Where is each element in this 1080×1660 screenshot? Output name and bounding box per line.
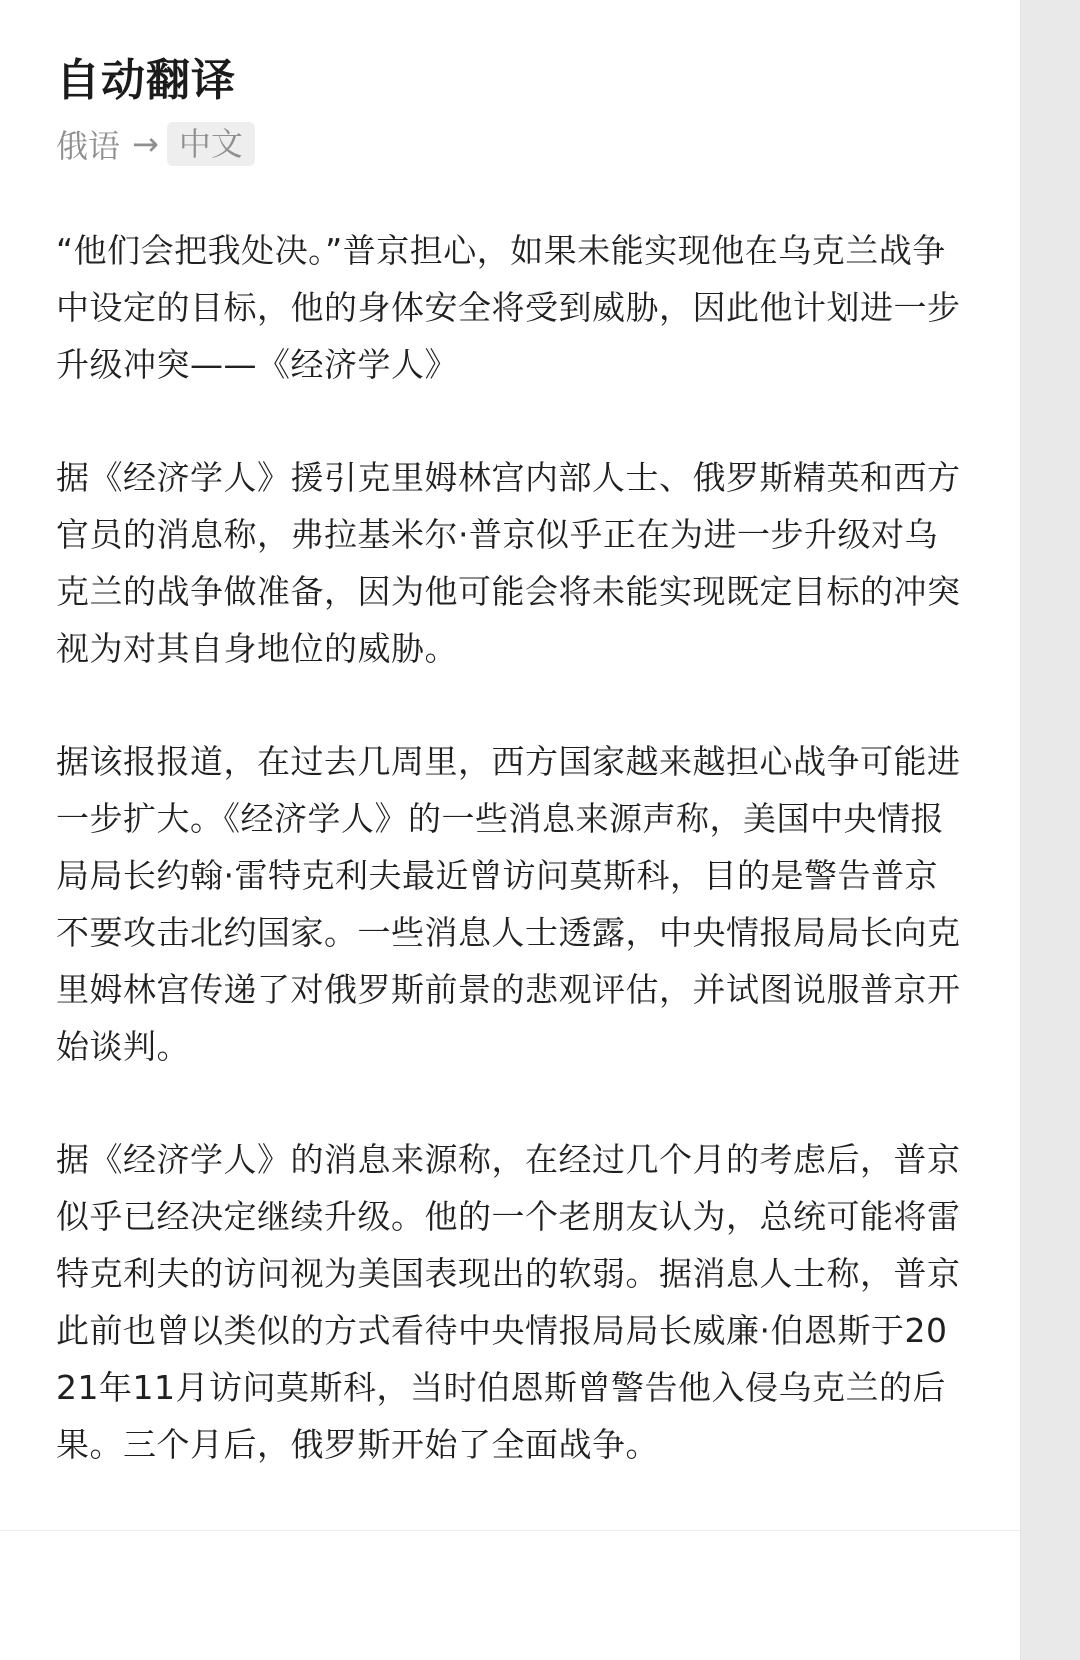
article-paragraph: “他们会把我处决。”普京担心，如果未能实现他在乌克兰战争中设定的目标，他的身体安全将受到威胁，因此他计划进一步升级冲突——《经济学人》 [56, 231, 961, 384]
page-title: 自动翻译 [56, 55, 236, 106]
divider [0, 1530, 1020, 1531]
language-pair [56, 122, 966, 166]
translated-article [56, 222, 966, 1529]
arrow-right-icon: → [132, 125, 159, 163]
source-language[interactable]: 俄语 [56, 127, 121, 165]
translation-header [56, 50, 966, 166]
article-paragraph: 据《经济学人》的消息来源称，在经过几个月的考虑后，普京似乎已经决定继续升级。他的一个老朋友认为，总统可能将雷特克利夫的访问视为美国表现出的软弱。据消息人士称，普京此前也曾以类似的方式看待中央情报局局长威廉·伯恩斯于2021年11月访问莫斯科，当时伯恩斯曾警告他入侵乌克兰的后果。三个月后，俄罗斯开始了全面战争。 [56, 1140, 961, 1464]
target-language-chip[interactable]: 中文 [167, 122, 255, 166]
article-paragraph: 据该报报道，在过去几周里，西方国家越来越担心战争可能进一步扩大。《经济学人》的一些消息来源声称，美国中央情报局局长约翰·雷特克利夫最近曾访问莫斯科，目的是警告普京不要攻击北约国家。一些消息人士透露，中央情报局局长向克里姆林宫传递了对俄罗斯前景的悲观评估，并试图说服普京开始谈判。 [56, 742, 961, 1066]
article-paragraph: 据《经济学人》援引克里姆林宫内部人士、俄罗斯精英和西方官员的消息称，弗拉基米尔·普京似乎正在为进一步升级对乌克兰的战争做准备，因为他可能会将未能实现既定目标的冲突视为对其自身地位的威胁。 [56, 458, 961, 668]
